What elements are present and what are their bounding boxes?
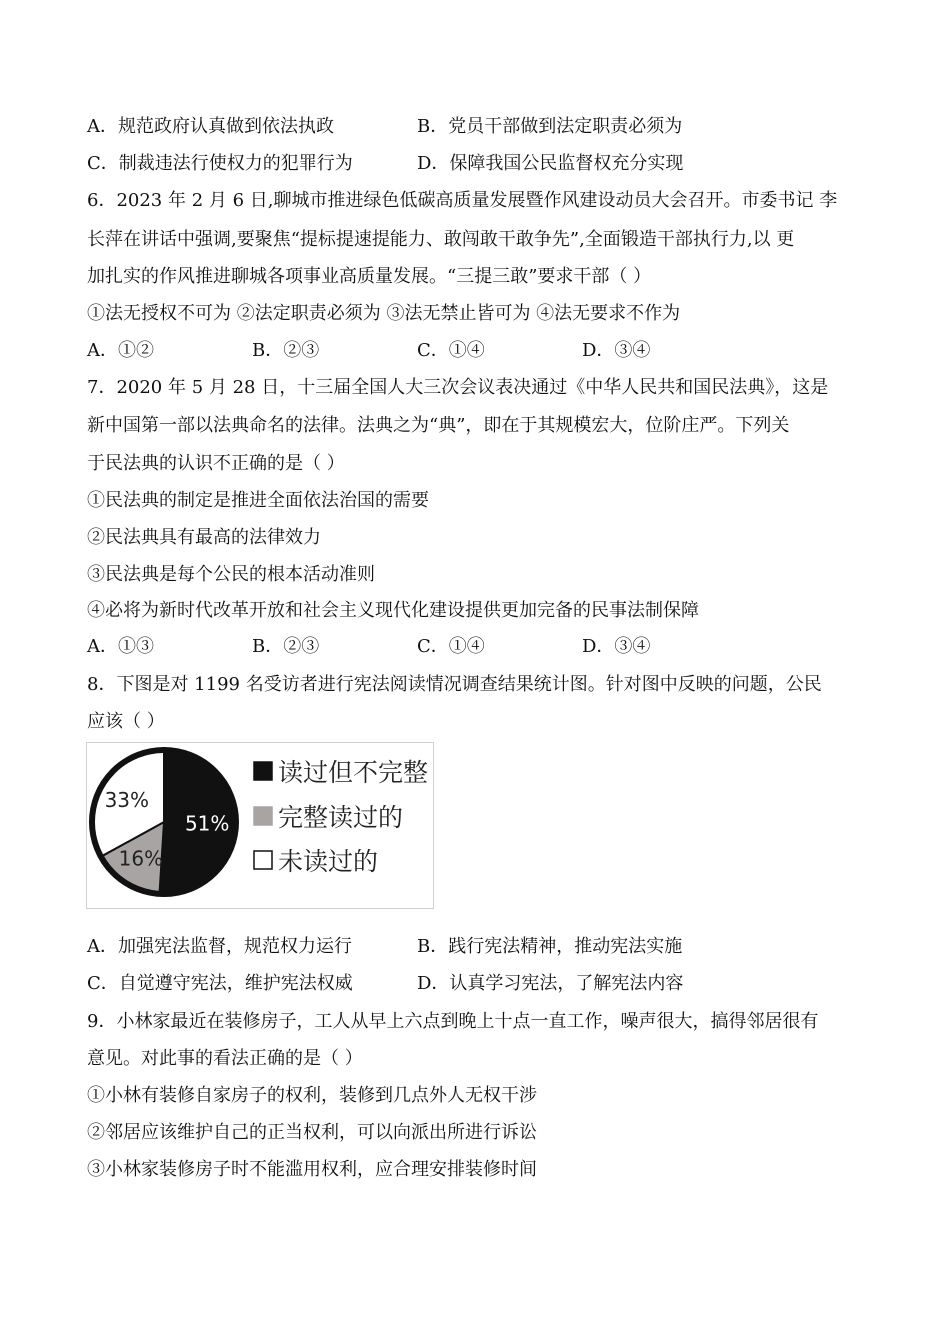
- q9-stem-line: 9．小林家最近在装修房子，工人从早上六点到晚上十点一直工作，噪声很大，搞得邻居很有: [87, 1011, 819, 1032]
- pie-label-3: 33%: [104, 788, 150, 813]
- q9-statement-3: ③小林家装修房子时不能滥用权利，应合理安排装修时间: [87, 1159, 537, 1180]
- q6-option-b: B．②③: [252, 340, 320, 361]
- legend-label-1: 读过但不完整: [278, 758, 429, 787]
- q7-option-c: C．①④: [417, 636, 485, 657]
- legend-label-2: 完整读过的: [278, 803, 404, 832]
- q6-stem-line: 长萍在讲话中强调,要聚焦“提标提速提能力、敢闯敢干敢争先”,全面锻造干部执行力,以 更: [87, 229, 795, 250]
- q5-option-b: B．党员干部做到法定职责必须为: [417, 116, 683, 137]
- q6-option-c: C．①④: [417, 340, 485, 361]
- q9-statement-2: ②邻居应该维护自己的正当权利，可以向派出所进行诉讼: [87, 1122, 537, 1143]
- q8-option-c: C．自觉遵守宪法，维护宪法权威: [87, 973, 353, 994]
- q7-stem-line: 于民法典的认识不正确的是（ ）: [87, 453, 345, 474]
- q5-option-c: C．制裁违法行使权力的犯罪行为: [87, 153, 353, 174]
- q5-option-a: A．规范政府认真做到依法执政: [87, 116, 334, 137]
- q7-option-d: D．③④: [582, 636, 651, 657]
- q7-statement-1: ①民法典的制定是推进全面依法治国的需要: [87, 490, 429, 511]
- pie-label-1: 51%: [184, 811, 230, 836]
- q8-option-d: D．认真学习宪法，了解宪法内容: [417, 973, 684, 994]
- legend-label-3: 未读过的: [278, 847, 379, 876]
- q6-stem-line: 6．2023 年 2 月 6 日,聊城市推进绿色低碳高质量发展暨作风建设动员大会召开。市委书记 李: [87, 190, 838, 211]
- q8-stem-line: 8．下图是对 1199 名受访者进行宪法阅读情况调查结果统计图。针对图中反映的问题，公民: [87, 674, 822, 695]
- q6-option-a: A．①②: [87, 340, 154, 361]
- q7-stem-line: 新中国第一部以法典命名的法律。法典之为“典”，即在于其规模宏大，位阶庄严。下列关: [87, 415, 790, 436]
- q7-statement-2: ②民法典具有最高的法律效力: [87, 527, 321, 548]
- q6-statements: ①法无授权不可为 ②法定职责必须为 ③法无禁止皆可为 ④法无要求不作为: [87, 303, 681, 324]
- q7-statement-4: ④必将为新时代改革开放和社会主义现代化建设提供更加完备的民事法制保障: [87, 600, 699, 621]
- pie-chart: [86, 742, 434, 909]
- q9-stem-line: 意见。对此事的看法正确的是（ ）: [87, 1048, 363, 1069]
- q7-option-a: A．①③: [87, 636, 154, 657]
- legend-swatch-1: [254, 762, 272, 780]
- q6-stem-line: 加扎实的作风推进聊城各项事业高质量发展。“三提三敢”要求干部（ ）: [87, 266, 652, 287]
- q6-option-d: D．③④: [582, 340, 651, 361]
- q8-option-b: B．践行宪法精神，推动宪法实施: [417, 936, 683, 957]
- q8-stem-line: 应该（ ）: [87, 711, 165, 732]
- legend-swatch-2: [254, 807, 272, 825]
- pie-label-2: 16%: [118, 846, 164, 871]
- q8-option-a: A．加强宪法监督，规范权力运行: [87, 936, 352, 957]
- q7-statement-3: ③民法典是每个公民的根本活动准则: [87, 564, 375, 585]
- q5-option-d: D．保障我国公民监督权充分实现: [417, 153, 684, 174]
- q9-statement-1: ①小林有装修自家房子的权利，装修到几点外人无权干涉: [87, 1085, 537, 1106]
- q7-option-b: B．②③: [252, 636, 320, 657]
- q7-stem-line: 7．2020 年 5 月 28 日，十三届全国人大三次会议表决通过《中华人民共和国民法典》，这是: [87, 377, 829, 398]
- legend-swatch-3: [254, 851, 272, 869]
